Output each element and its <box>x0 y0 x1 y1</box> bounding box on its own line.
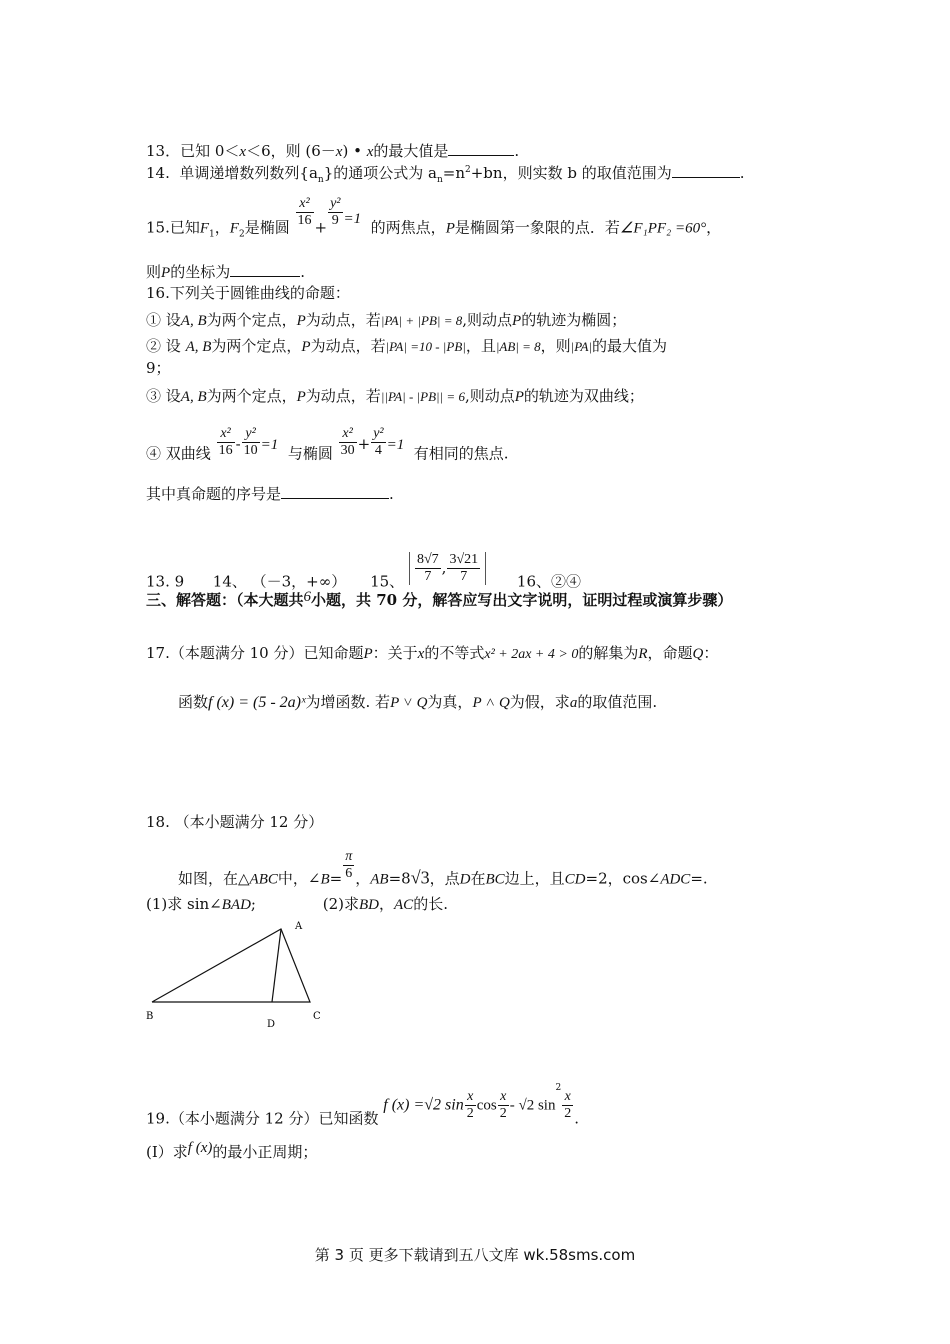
fraction-pi-6: $\frac{\pi}{6}$ <box>345 849 353 881</box>
q16-title: 16.下列关于圆锥曲线的命题： <box>146 284 350 302</box>
q13-line: 13．已知 0＜x＜6，则 (6－x) • x的最大值是 . <box>146 142 520 160</box>
fraction-x2-16: $\frac{\text{x²}}{16}$ <box>218 426 233 458</box>
q16-item2: ② 设 A, B为两个定点，P为动点，若|PA| =10 - |PB|，且|AB| = 8，则|PA|的最大值为 <box>146 337 668 355</box>
q15-line: 15.已知$F_1$，$F_2$是椭圆 $\frac{\text{x²}}{16}$ + $\frac{\text{y²}}{9}$ =1 的两焦点，P是椭圆第一象限的点．若∠F₁PF₂ =60°， <box>146 196 722 240</box>
answers-line: 13. 9 14、 （－3，+∞） 15、 $\frac{8√7}{7}$ , $\frac{3√21}{7}$ 16、②④ <box>146 552 581 591</box>
q18-line1: 如图，在△ABC中，∠B= $\frac{\pi}{6}$ ，AB=8√3，点D在BC边上，且CD=2，cos∠ADC=. <box>178 849 708 888</box>
label-b: B <box>146 1011 154 1022</box>
section-3-heading: 三、解答题：（本大题共6小题，共 70 分，解答应写出文字说明，证明过程或演算步骤） <box>146 589 733 609</box>
q16-item4: ④ 双曲线 $\frac{\text{x²}}{16}$ - $\frac{\text{y²}}{10}$ =1 与椭圆 $\frac{\text{x²}}{30}$ + $\frac{\text{y²}}{4}$ =1 有相同的焦点. <box>146 426 509 463</box>
q16-item2-cont: 9； <box>146 359 171 377</box>
fraction-x2-30: $\frac{\text{x²}}{30}$ <box>340 426 355 458</box>
q16-item1: ① 设A, B为两个定点，P为动点，若|PA| + |PB| = 8,则动点P的轨迹为椭圆； <box>146 311 627 329</box>
q16-item3: ③ 设A, B为两个定点，P为动点，若||PA| - |PB|| = 6,则动点P的轨迹为双曲线； <box>146 387 644 405</box>
page-footer: 第 3 页 更多下载请到五八文库 wk.58sms.com <box>314 1246 636 1264</box>
q16-answer-line: 其中真命题的序号是 . <box>146 485 394 503</box>
answer-blank <box>230 262 300 277</box>
label-a: A <box>295 921 303 932</box>
triangle-abc <box>152 929 310 1002</box>
q18-line2: (1)求 sin∠BAD; (2)求BD，AC的长. <box>146 895 448 913</box>
fraction-y2-10: $\frac{\text{y²}}{10}$ <box>243 426 258 458</box>
q17-line1: 17.（本题满分 10 分）已知命题P：关于x的不等式x² + 2ax + 4 > 0的解集为R，命题Q： <box>146 644 719 662</box>
answer-15-point: $\frac{8√7}{7}$ , $\frac{3√21}{7}$ <box>409 552 486 585</box>
q15b-line: 则P的坐标为 . <box>146 263 305 281</box>
label-d: D <box>267 1019 276 1030</box>
answer-blank <box>672 163 740 178</box>
q14-line: 14. 单调递增数列数列$\{a_n\}$的通项公式为 $a_n=n^2+bn$，则实数 b 的取值范围为 . <box>146 164 745 185</box>
triangle-figure <box>140 915 340 1035</box>
answer-blank <box>448 141 514 156</box>
answer-blank <box>281 484 389 499</box>
fraction-y2-4: $\frac{\text{y²}}{4}$ <box>373 426 384 458</box>
q17-line2: 函数f (x) = (5 - 2a)ˣ为增函数. 若P ˅ Q为真，P ˄ Q为假，求a的取值范围. <box>178 693 658 711</box>
label-c: C <box>313 1011 321 1022</box>
q19-line2: (Ⅰ）求f (x)的最小正周期； <box>146 1140 318 1161</box>
q18-title: 18. （本小题满分 12 分） <box>146 813 324 831</box>
q19-formula: f (x) =√2 sin $\frac{x}{2}$ cos $\frac{x}{2}$ - √2 $\sin^2$ $\frac{x}{2}$ <box>383 1082 572 1121</box>
segment-ad <box>272 929 281 1002</box>
q19-line1: 19.（本小题满分 12 分）已知函数 f (x) =√2 sin $\frac{x}{2}$ cos $\frac{x}{2}$ - √2 $\sin^2$ $\frac{x}{2}$ . <box>146 1082 579 1128</box>
fraction-x2-16: $\frac{\text{x²}}{16}$ <box>297 196 312 228</box>
fraction-y2-9: $\frac{\text{y²}}{9}$ <box>330 196 341 228</box>
